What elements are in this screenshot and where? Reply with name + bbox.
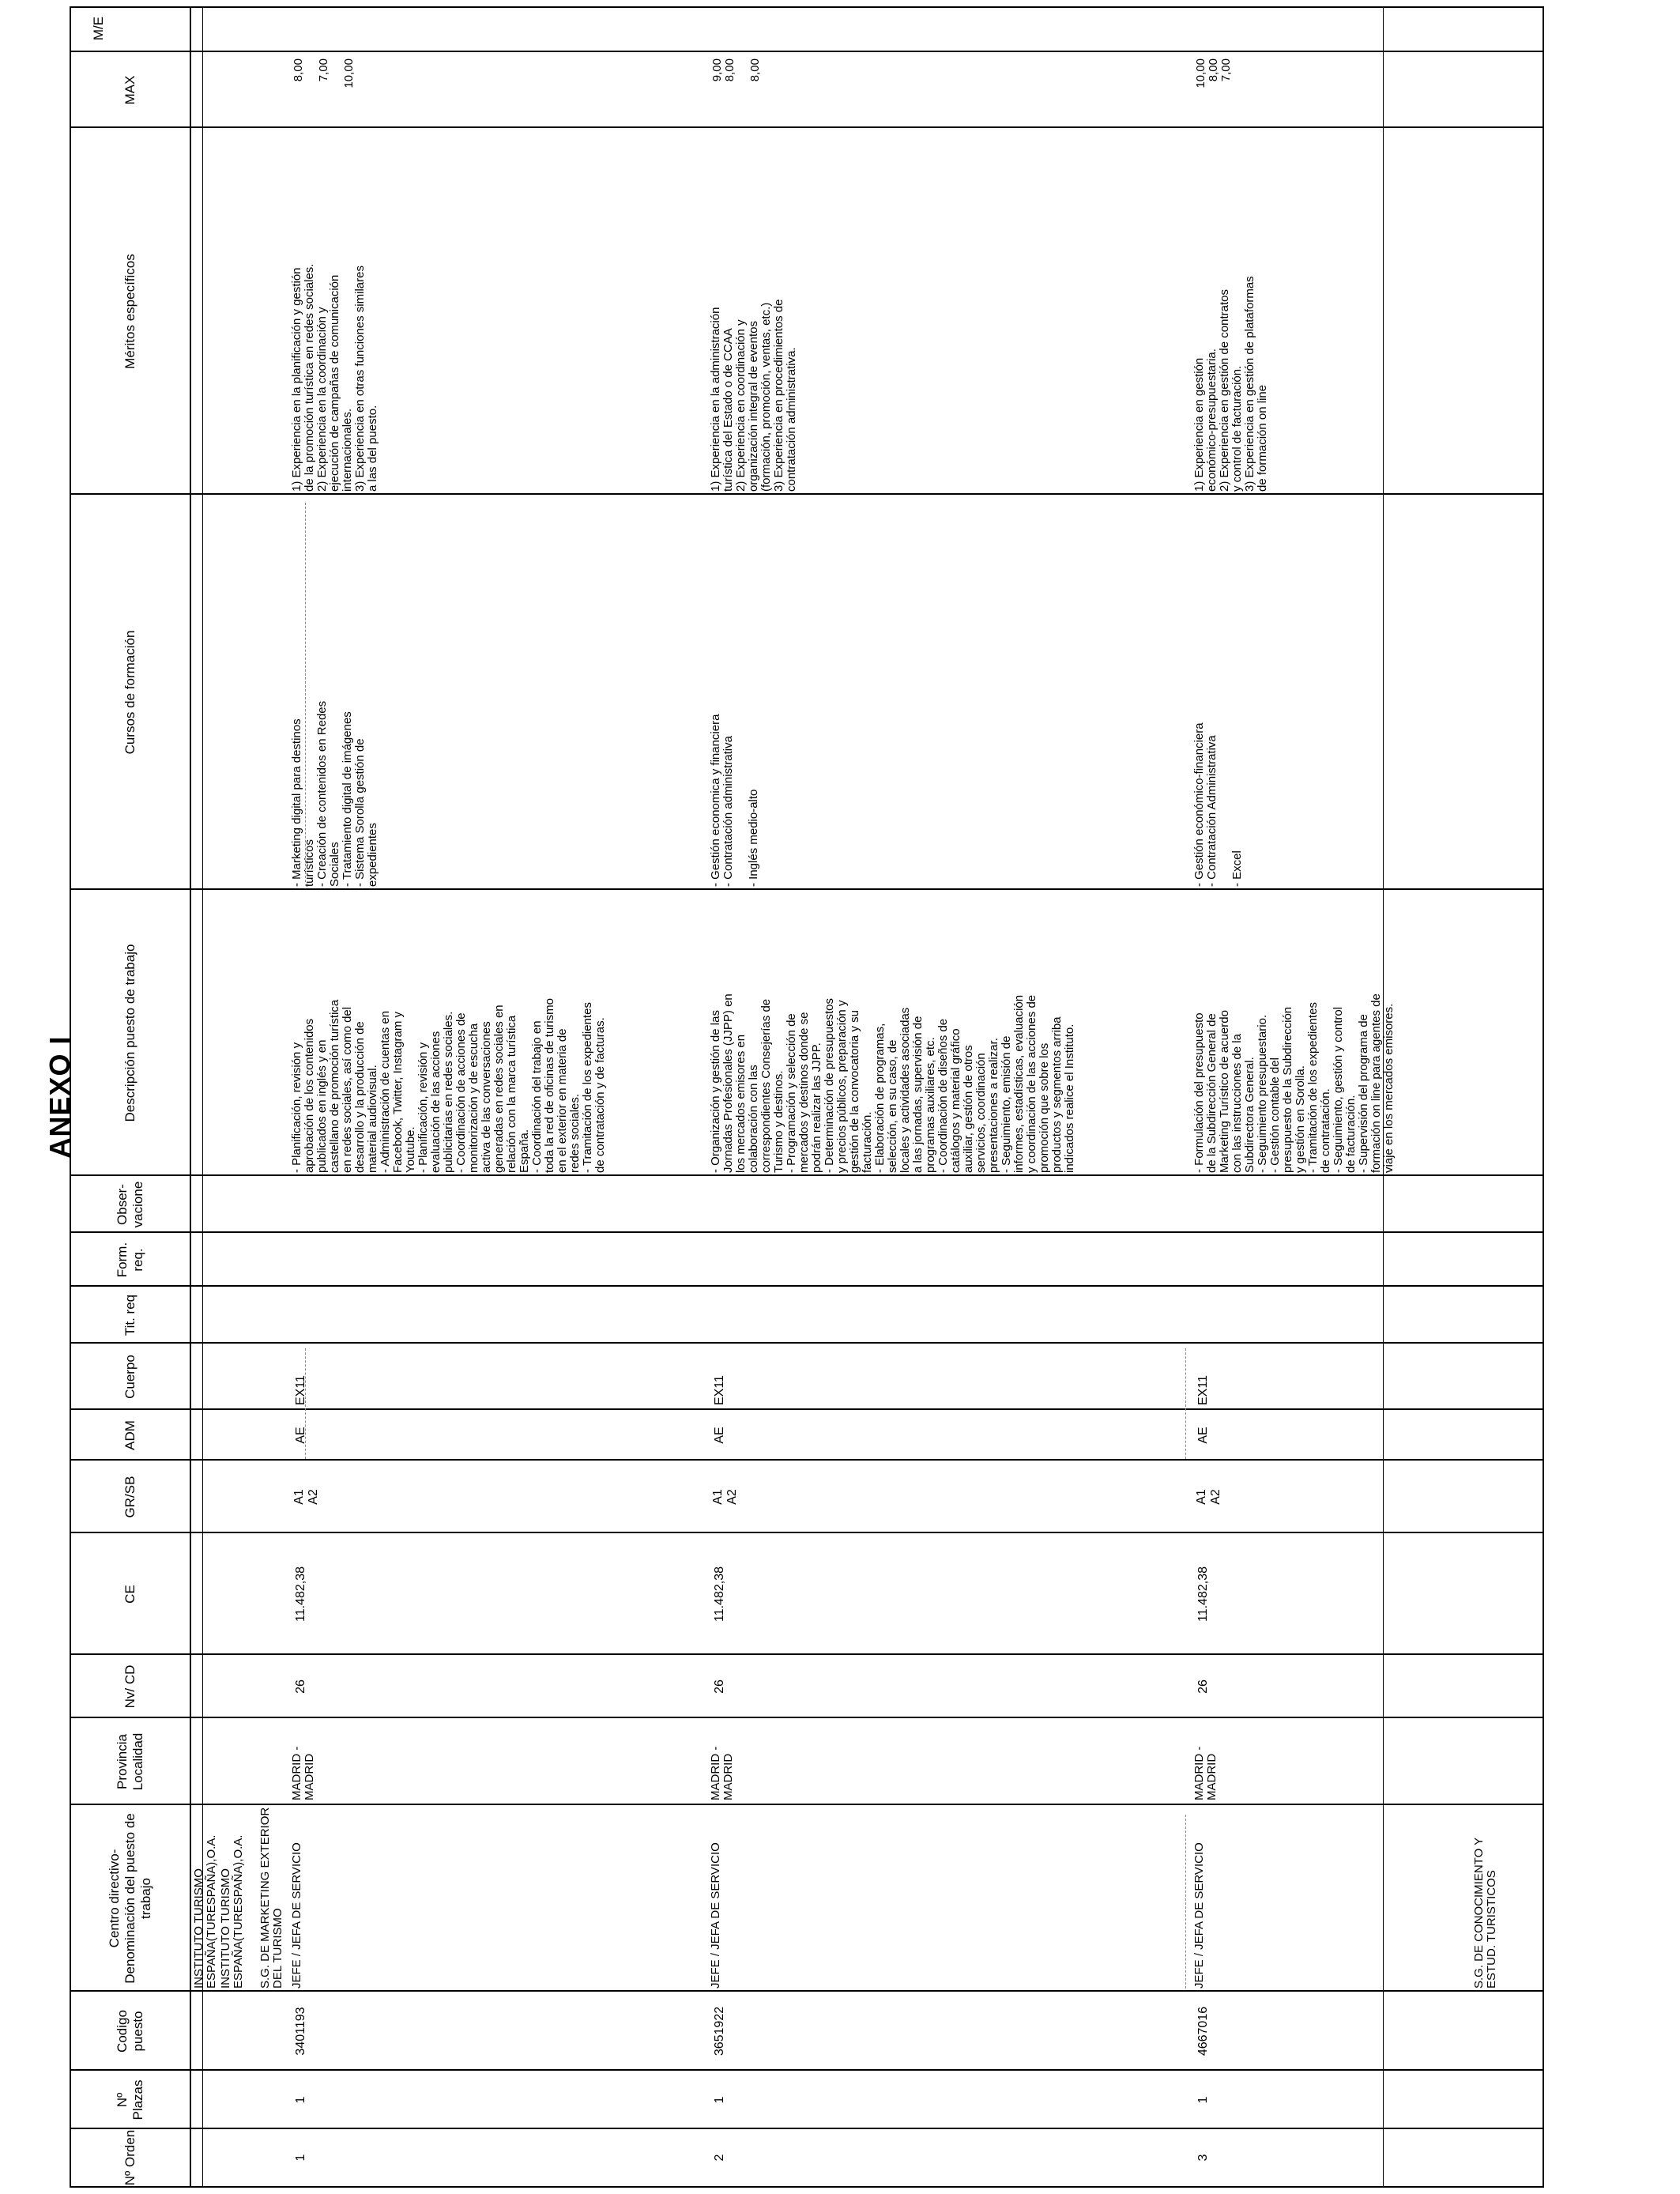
column-divider [71,51,1543,52]
header-ce: CE [122,1585,137,1604]
row-adm: AE [1196,1427,1210,1444]
row-nivel: 26 [294,1679,307,1694]
header-orden: Nº Orden [122,2129,137,2186]
row-max: 9,00 8,00 8,00 [710,58,762,82]
header-divider [190,8,191,2186]
header-me: M/E [91,16,106,41]
row-codigo: 4667016 [1196,2006,1210,2056]
row-cursos: - Marketing digital para destinos turísticos - Creación de contenidos en Redes Sociales - Tratamiento digital de imágenes - Sistema Sorolla gestión de expedientes [290,700,379,887]
row-grupo: A1 A2 [292,1489,320,1505]
dashed-separator [1185,1815,1186,1989]
row-adm: AE [294,1427,307,1444]
column-divider [71,1717,1543,1718]
row-denominacion: JEFE / JEFA DE SERVICIO [1192,1842,1206,1989]
dashed-separator [1185,1348,1186,1459]
positions-table [70,6,1544,2188]
row-nivel: 26 [1196,1679,1210,1694]
header-meritos: Méritos específicos [122,254,137,369]
subdireccion-label: S.G. DE MARKETING EXTERIOR DEL TURISMO [258,1807,284,1989]
header-cursos: Cursos de formación [122,630,137,755]
column-divider [71,2128,1543,2129]
row-nivel: 26 [713,1679,726,1694]
row-descripcion: - Planificación, revisión y aprobación de los contenidos publicados en inglés y en castellano de promoción turística en redes sociales, así como del desarrollo y la producción de material audiovisual. - Administración de cuentas en Facebook, Twitter, Instagram y Youtube. - Planificación, revisión y evaluación de las acciones publicitarias en redes sociales. - Coordinación de acciones de monitorización y de escucha activa de las conversaciones generadas en redes sociales en relación con la marca turística España. - Coordinación del trabajo en toda la red de oficinas de turismo en el exterior en materia de redes sociales. - Tramitación de los expedientes de contratación y de facturas. [290,998,607,1173]
header-codigo: Codigo puesto [115,2010,145,2053]
row-cuerpo: EX11 [713,1375,726,1405]
row-cuerpo: EX11 [1196,1375,1210,1405]
header-observaciones: Obser- vacione [115,1181,145,1228]
row-denominacion: JEFE / JEFA DE SERVICIO [290,1842,303,1989]
row-grupo: A1 A2 [711,1489,739,1505]
row-cuerpo: EX11 [294,1375,307,1405]
subdireccion-label: S.G. DE CONOCIMIENTO Y ESTUD. TURISTICOS [1472,1838,1498,1989]
row-max: 8,00 7,00 10,00 [292,58,356,89]
row-adm: AE [713,1427,726,1444]
row-denominacion: JEFE / JEFA DE SERVICIO [709,1842,722,1989]
column-divider [71,1342,1543,1344]
header-plazas: Nº Plazas [115,2079,145,2120]
row-orden: 3 [1196,2154,1210,2162]
row-plazas: 1 [713,2096,726,2104]
row-cursos: - Gestión económico-financiera - Contratación Administrativa - Excel [1192,722,1244,887]
column-divider [71,2069,1543,2071]
row-descripcion: - Organización y gestión de las Jornadas Profesionales (JJPP) en los mercados emisores en colaboración con las correspondientes Consejerías de Turismo y destinos. - Programación y selección de mercados y destinos donde se podrán realizar las JJPP. - Determinación de presupuestos y precios públicos, preparación y gestión de la convocatoria y su facturación. - Elaboración de programas, selección, en su caso, de locales y actividades asociadas a las jornadas, supervisión de programas auxiliares, etc. - Coordinación de diseños de catálogos y material gráfico auxiliar, gestión de otros servicios, coordinación presentaciones a realizar. - Seguimiento, emisión de informes, estadísticas, evaluación y coordinación de las acciones de promoción que sobre los productos y segmentos arriba indicados realice el Instituto. [709,993,1076,1173]
row-codigo: 3651922 [713,2006,726,2056]
row-grupo: A1 A2 [1195,1489,1222,1505]
header-nivel: Nv/ CD [122,1664,137,1709]
column-divider [71,1990,1543,1992]
column-divider [71,1804,1543,1805]
header-cuerpo: Cuerpo [122,1355,137,1399]
header-adm: ADM [122,1420,137,1450]
column-divider [71,1653,1543,1655]
row-meritos: 1) Experiencia en la planificación y gestión de la promoción turística en redes sociales. 2) Experiencia en la coordinación y ejecución de campañas de comunicación internacionales. 3) Experiencia en otras funciones similares a las del puesto. [290,263,379,492]
row-ce: 11.482,38 [1196,1566,1210,1622]
header-titulacion: Tit. req [122,1294,137,1336]
column-divider [71,1231,1543,1233]
header-provincia: Provincia Localidad [115,1732,145,1791]
document-title: ANEXO I [43,1035,76,1159]
row-provincia: MADRID - MADRID [709,1746,735,1800]
header-grupo: GR/SB [122,1476,137,1518]
row-cursos: - Gestión economica y financiera - Contratación administrativa - Inglés medio-alto [709,714,760,887]
header-descripcion: Descripción puesto de trabajo [122,944,137,1122]
row-meritos: 1) Experiencia en la administración turística del Estado o de CCAA 2) Experiencia en coordinación y organización integral de eventos (formación, promoción, ventas, etc.) 3) Experiencia en procedimientos de contratación administrativa. [709,299,798,492]
row-plazas: 1 [294,2096,307,2104]
column-divider [71,493,1543,495]
row-provincia: MADRID - MADRID [290,1746,316,1800]
row-max: 10,00 8,00 7,00 [1194,58,1233,89]
row-provincia: MADRID - MADRID [1192,1746,1219,1800]
organismo-line: INSTITUTO TURISMO ESPAÑA(TURESPAÑA),O.A. [219,1834,245,1989]
row-codigo: 3401193 [294,2007,307,2056]
organismo-line: INSTITUTO TURISMO ESPAÑA(TURESPAÑA),O.A. [192,1834,218,1989]
header-max: MAX [122,75,137,105]
column-divider [71,1174,1543,1176]
row-orden: 2 [713,2154,726,2162]
row-orden: 1 [294,2154,307,2162]
row-plazas: 1 [1196,2096,1210,2104]
header-centro: Centro directivo- Denominación del puesto de trabajo [107,1813,153,1984]
row-meritos: 1) Experiencia en gestión económico-presupuestaria. 2) Experiencia en gestión de contratos y control de facturación. 3) Experiencia en gestión de plataformas de formación on line [1192,276,1269,492]
row-ce: 11.482,38 [294,1566,307,1622]
header-formacion: Form. req. [115,1242,145,1278]
column-divider [71,1408,1543,1410]
row-ce: 11.482,38 [713,1566,726,1622]
row-descripcion: - Formulación del presupuesto de la Subdirección General de Marketing Turístico de acuerdo con las instrucciones de la Subdirectora General. - Seguimiento presupuestario. - Gestión contable del presupuesto de la Subdirección y gestión en Sorolla. - Tramitación de los expedientes de contratación. - Seguimiento, gestión y control de facturación. - Supervisión del programa de formación on line para agentes de viaje en los mercados emisores. [1192,993,1396,1173]
column-divider [71,888,1543,890]
column-divider [71,1285,1543,1287]
